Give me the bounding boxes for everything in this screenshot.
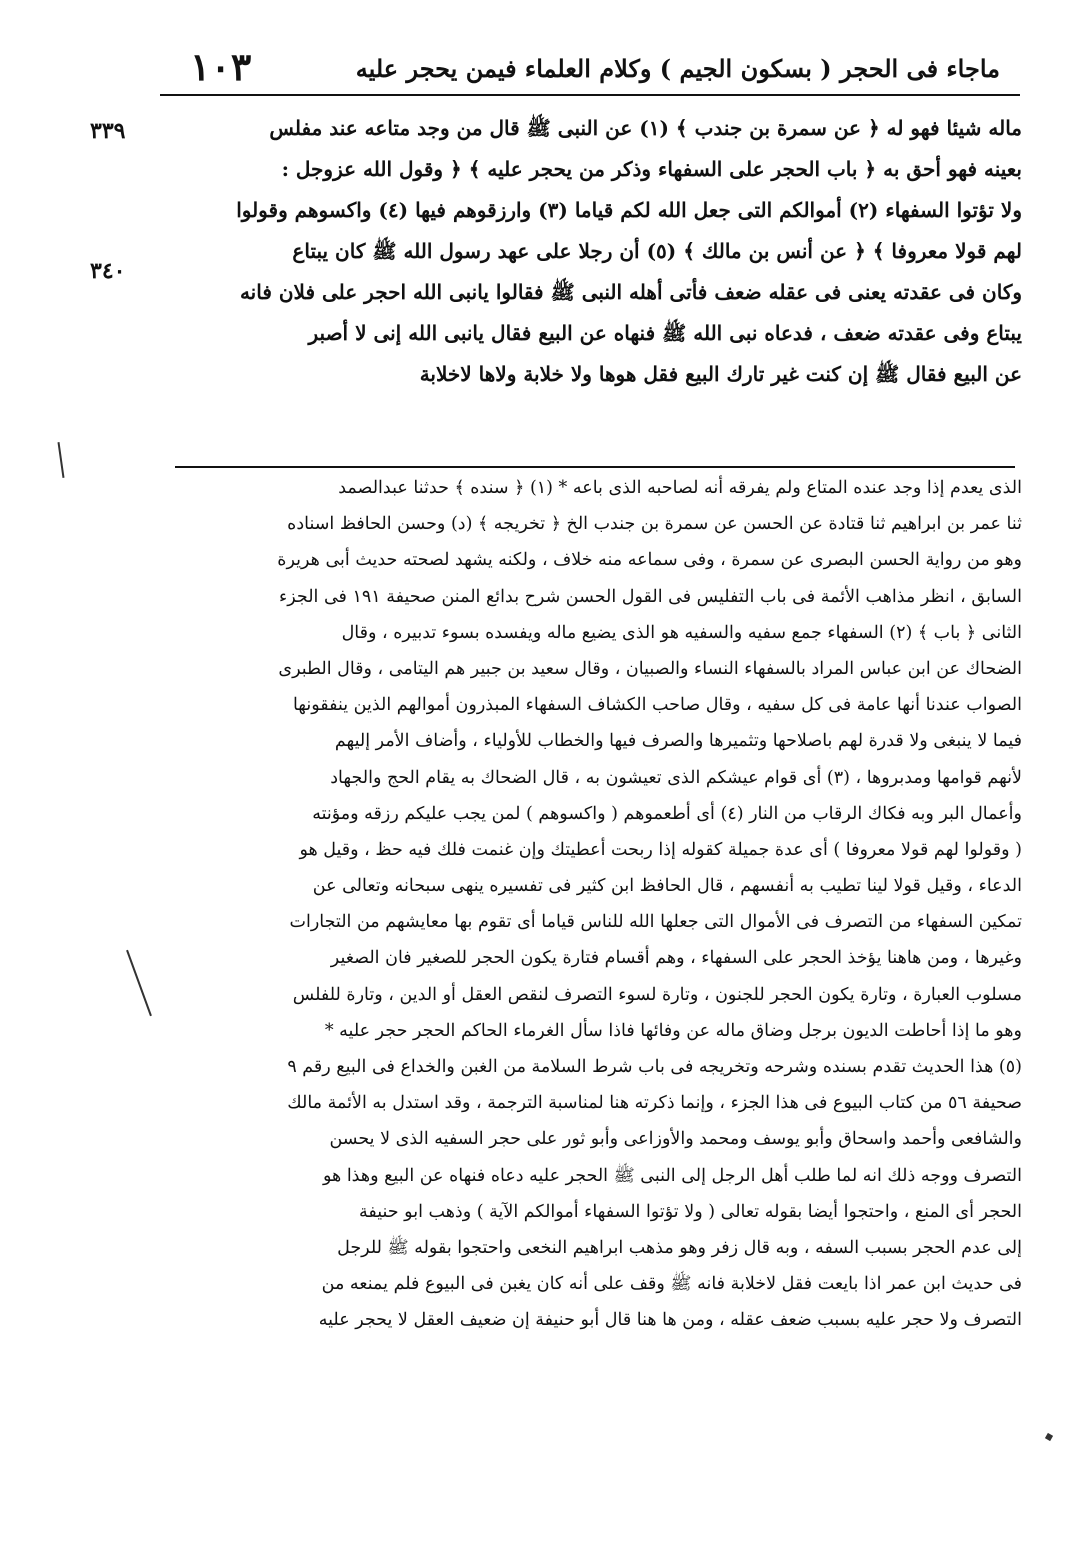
footnote-line: الصواب عندنا أنها عامة فى كل سفيه ، وقال صاحب الكشاف السفهاء المبذرون أموالهم الذين ينفقونها (292, 695, 1022, 716)
margin-pen-mark (126, 950, 152, 1016)
header-rule (160, 94, 1020, 96)
hadith-number: ٣٤٠ (90, 258, 126, 284)
footnote-line: الدعاء ، وقيل قولا لينا تطيب به أنفسهم ، قال الحافظ ابن كثير فى تفسيره ينهى سبحانه وتعالى عن (312, 876, 1022, 897)
footnote-line: السابق ، انظر مذاهب الأئمة فى باب التفليس فى القول الحسن شرح بدائع المنن صحيفة ١٩١ فى الجزء (279, 586, 1022, 607)
footnote-line: وغيرها ، ومن هاهنا يؤخذ الحجر على السفهاء ، وهم أقسام فتارة يكون الحجر للصغير فان الصغير (330, 948, 1022, 969)
footnote-line: الحجر أى المنع ، واحتجوا أيضا بقوله تعالى ( ولا تؤتوا السفهاء أموالكم الآية ) وذهب ابو حنيفة (359, 1201, 1022, 1222)
footnote-line: الثانى ﴿ باب ﴾ (٢) السفهاء جمع سفيه والسفيه هو الذى يضيع ماله ويفسده بسوء تدبيره ، وقال (341, 622, 1022, 643)
footnote-line: وهو ما إذا أحاطت الديون برجل وضاق ماله عن وفائها فاذا سأل الغرماء الحاكم الحجر حجر عليه * (324, 1020, 1022, 1041)
hadith-number: ٣٣٩ (90, 118, 126, 144)
footnote-line: إلى عدم الحجر بسبب السفه ، وبه قال زفر وهو مذهب ابراهيم النخعى واحتجوا بقوله ﷺ للرجل (337, 1237, 1022, 1258)
footnote-line: التصرف ووجه ذلك انه لما طلب أهل الرجل إلى النبى ﷺ الحجر عليه دعاه فنهاه عن البيع وهذا هو (322, 1165, 1022, 1186)
footnote-line: فيما لا ينبغى ولا قدرة لهم باصلاحها وتثميرها والصرف فيها والخطاب للأولياء ، وأضاف الأمر إليهم (334, 731, 1022, 752)
main-text-line: وكان فى عقدته يعنى فى عقله ضعف فأتى أهله النبى ﷺ فقالوا يانبى الله احجر على فلان فانه (239, 280, 1022, 304)
main-text-line: عن البيع فقال ﷺ إن كنت غير تارك البيع فقل هوها ولا خلابة ولاها لاخلابة (419, 362, 1022, 386)
footnote-line: وأعمال البر وبه فكاك الرقاب من النار (٤) أى أطعموهم ( واكسوهم ) لمن يجب عليكم رزقه ومؤنته (312, 803, 1022, 824)
footnote-divider (175, 466, 1015, 468)
footnote-line: تمكين السفهاء من التصرف فى الأموال التى جعلها الله للناس قياما أى تقوم بها معايشهم من التجارات (289, 912, 1022, 933)
main-text-line: يبتاع وفى عقدته ضعف ، فدعاه نبى الله ﷺ فنهاه عن البيع فقال يانبى الله إنى لا أصبر (308, 321, 1022, 345)
page-header (150, 38, 1010, 96)
running-title: ماجاء فى الحجر ( بسكون الجيم ) وكلام العلماء فيمن يحجر عليه (355, 54, 1000, 83)
hadith-number-margin (90, 118, 170, 318)
footnote-line: وهو من رواية الحسن البصرى عن سمرة ، وفى سماعه منه خلاف ، ولكنه يشهد لصحته حديث أبى هريرة (277, 550, 1022, 571)
footnote-line: (٥) هذا الحديث تقدم بسنده وشرحه وتخريجه فى باب شرط السلامة من الغبن والخداع فى البيع رقم ٩ (287, 1057, 1022, 1077)
main-text-line: ماله شيئا فهو له ﴿ عن سمرة بن جندب ﴾ (١) عن النبى ﷺ قال من وجد متاعه عند مفلس (269, 116, 1022, 140)
main-text-block (160, 108, 1022, 448)
footnote-line: ثنا عمر بن ابراهيم ثنا قتادة عن الحسن عن سمرة بن جندب الخ ﴿ تخريجه ﴾ (د) وحسن الحافظ اسناده (287, 514, 1022, 535)
footnotes-block (160, 470, 1022, 1510)
main-text-line: ولا تؤتوا السفهاء (٢) أموالكم التى جعل الله لكم قياما (٣) وارزقوهم فيها (٤) واكسوهم وقولوا (236, 198, 1022, 222)
margin-pen-mark (58, 442, 65, 478)
margin-pen-mark (1045, 1433, 1053, 1441)
footnote-line: الذى يعدم إذا وجد عنده المتاع ولم يفرقه أنه لصاحبه الذى باعه * (١) ﴿ سنده ﴾ حدثنا عبدالصمد (338, 478, 1022, 498)
footnote-line: ( وقولوا لهم قولا معروفا ) أى عدة جميلة كقوله إذا ربحت أعطيتك وإن غنمت فلك فيه حظ ، وقيل هو (299, 839, 1022, 860)
footnote-line: لأنهم قوامها ومدبروها ، (٣) أى قوام عيشكم الذى تعيشون به ، قال الضحاك به يقام الحج والجهاد (330, 767, 1022, 788)
footnote-line: الضحاك عن ابن عباس المراد بالسفهاء النساء والصبيان ، وقال سعيد بن جبير هم اليتامى ، وقال الطبرى (278, 658, 1022, 679)
main-text-line: لهم قولا معروفا ﴾ ﴿ عن أنس بن مالك ﴾ (٥) أن رجلا على عهد رسول الله ﷺ كان يبتاع (292, 239, 1022, 263)
footnote-line: صحيفة ٥٦ من كتاب البيوع فى هذا الجزء ، وإنما ذكرته هنا لمناسبة الترجمة ، وقد استدل به الأئمة مالك (287, 1093, 1022, 1114)
footnote-line: فى حديث ابن عمر اذا بايعت فقل لاخلابة فانه ﷺ وقف على أنه كان يغبن فى البيوع فلم يمنعه من (321, 1274, 1022, 1295)
footnote-line: والشافعى وأحمد واسحاق وأبو يوسف ومحمد والأوزاعى وأبو ثور على حجر السفيه الذى لا يحسن (329, 1129, 1022, 1150)
main-text-line: بعينه فهو أحق به ﴿ باب الحجر على السفهاء وذكر من يحجر عليه ﴾ ﴿ وقول الله عزوجل : (281, 157, 1022, 181)
page-number: ١٠٣ (190, 44, 252, 89)
footnote-line: التصرف ولا حجر عليه بسبب ضعف عقله ، ومن ها هنا قال أبو حنيفة إن ضعيف العقل لا يحجر عليه (318, 1310, 1022, 1331)
footnote-line: مسلوب العبارة ، وتارة يكون الحجر للجنون ، وتارة لسوء التصرف لنقص العقل أو الدين ، وتارة للفلس (292, 984, 1022, 1005)
